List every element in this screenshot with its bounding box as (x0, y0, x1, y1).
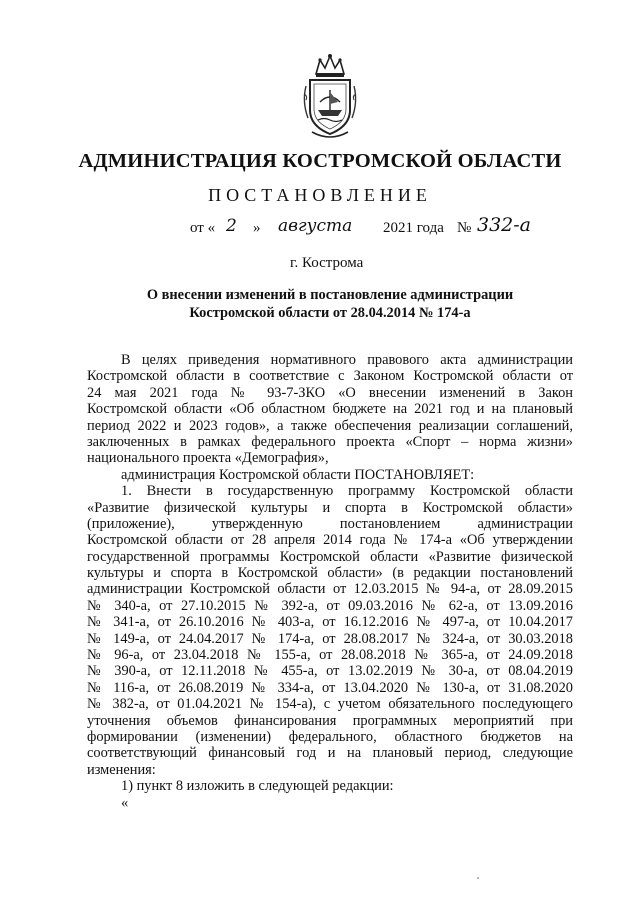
handwritten-day: 2 (226, 216, 237, 236)
body-line: № 116-а, от 26.08.2019 № 334-а, от 13.04.2020 № 130-а, от 31.08.2020 (87, 679, 573, 696)
city-line: г. Кострома (290, 255, 364, 271)
body-line: период 2022 и 2023 годов», а также обеспечения реализации соглашений, (87, 417, 573, 434)
coat-of-arms-emblem (298, 52, 362, 142)
body-line: « (121, 794, 129, 811)
body-line: администрация Костромской области ПОСТАНОВЛЯЕТ: (121, 466, 475, 483)
subject-line: Костромской области от 28.04.2014 № 174-а (189, 305, 471, 321)
body-line: № 340-а, от 27.10.2015 № 392-а, от 09.03.2016 № 62-а, от 13.09.2016 (87, 597, 573, 614)
document-subject (0, 286, 640, 322)
body-line: (приложение), утвержденную постановлением администрации (87, 515, 573, 532)
scan-speck (477, 877, 479, 879)
organization-title: АДМИНИСТРАЦИЯ КОСТРОМСКОЙ ОБЛАСТИ (78, 150, 562, 172)
body-line: уточнения объемов финансирования программных мероприятий при (87, 712, 573, 729)
body-line: В целях приведения нормативного правового акта администрации (121, 352, 573, 368)
body-line: 1) пункт 8 изложить в следующей редакции: (121, 778, 394, 795)
body-line: «Развитие физической культуры и спорта в Костромской области» (87, 499, 573, 516)
date-number-line (0, 214, 640, 242)
date-year: 2021 года (383, 220, 444, 236)
body-line: Костромской области от 28 апреля 2014 года № 174-а «Об утверждении (87, 532, 573, 549)
body-line: № 390-а, от 12.11.2018 № 455-а, от 13.02.2019 № 30-а, от 08.04.2019 (87, 663, 573, 680)
body-line: формировании (изменении) федерального, областного бюджетов на (87, 728, 573, 745)
document-body (87, 352, 573, 811)
body-line: культуры и спорта в Костромской области» (в редакции постановлений (87, 565, 573, 582)
body-line: заключенных в рамках федерального проекта «Спорт – норма жизни» (87, 433, 573, 450)
handwritten-number: 332-а (477, 214, 532, 236)
body-line: 1. Внести в государственную программу Костромской области (121, 483, 573, 500)
date-prefix: от « (190, 220, 216, 236)
body-line: Костромской области «Об областном бюджете на 2021 год и на плановый (87, 401, 573, 418)
document-type-heading: ПОСТАНОВЛЕНИЕ (208, 185, 432, 205)
body-line: Костромской области в соответствие с Законом Костромской области от (87, 368, 573, 385)
body-line: № 341-а, от 26.10.2016 № 403-а, от 16.12.2016 № 497-а, от 10.04.2017 (87, 614, 573, 631)
subject-line: О внесении изменений в постановление администрации (146, 287, 514, 303)
body-line: администрации Костромской области от 12.03.2015 № 94-а, от 28.09.2015 (87, 581, 573, 598)
body-line: № 382-а, от 01.04.2021 № 154-а), с учетом обязательного последующего (87, 696, 573, 713)
body-line: национального проекта «Демография», (87, 450, 329, 467)
body-line: изменения: (87, 761, 156, 778)
body-line: соответствующий финансовый год и на плановый период, следующие (87, 745, 573, 762)
handwritten-month: августа (278, 216, 353, 236)
date-close-quote: » (253, 220, 261, 236)
body-line: № 96-а, от 23.04.2018 № 155-а, от 28.08.2018 № 365-а, от 24.09.2018 (87, 647, 573, 664)
body-line: государственной программы Костромской области «Развитие физической (87, 548, 573, 565)
body-line: № 149-а, от 24.04.2017 № 174-а, от 28.08.2017 № 324-а, от 30.03.2018 (87, 630, 573, 647)
number-sign: № (457, 220, 472, 236)
body-line: 24 мая 2021 года № 93-7-ЗКО «О внесении изменений в Закон (87, 384, 573, 401)
